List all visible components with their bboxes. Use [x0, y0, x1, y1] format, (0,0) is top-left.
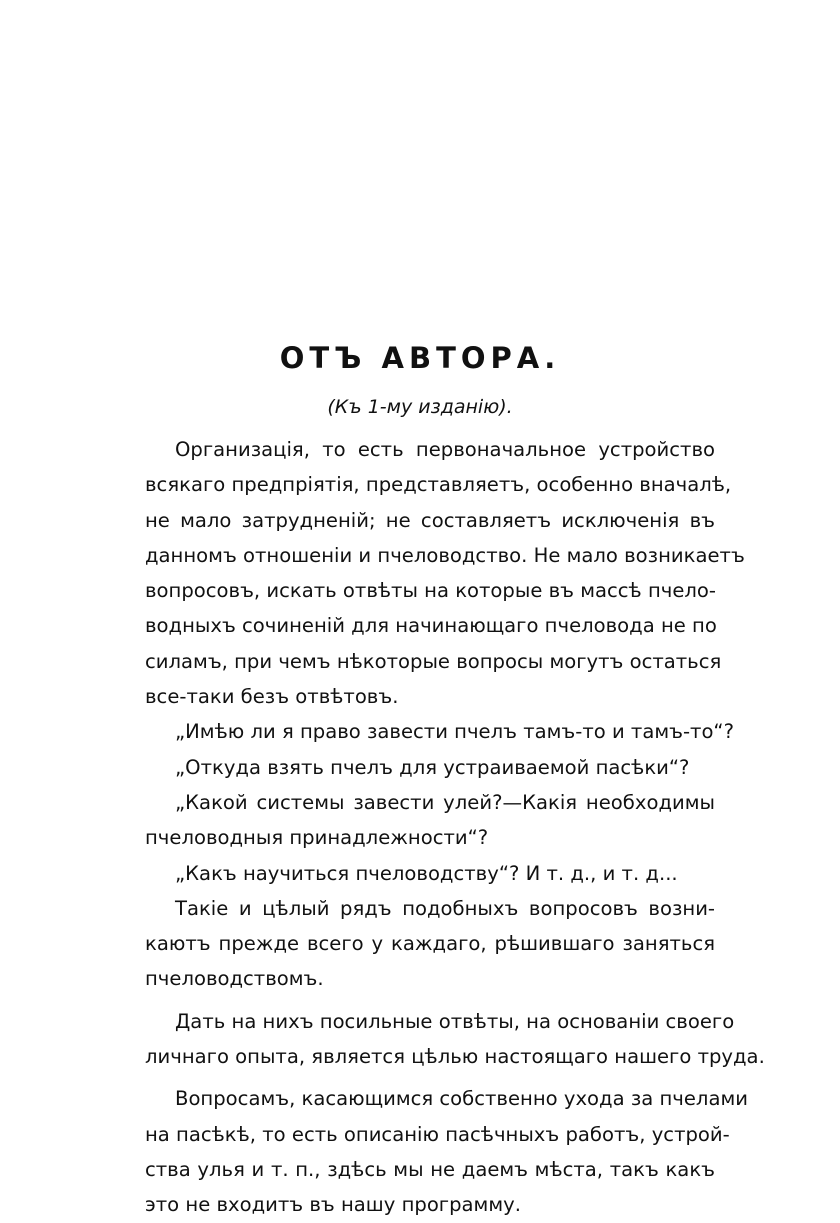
text-line: „Имѣю ли я право завести пчелъ тамъ-то и тамъ-то“? — [175, 720, 734, 744]
page-title: ОТЪ АВТОРА. — [279, 341, 561, 375]
text-line: „Какой системы завести улей?—Какія необходимы — [175, 790, 715, 814]
text-line: не мало затрудненій; не составляетъ исключенія въ — [145, 508, 715, 532]
text-line: ства улья и т. п., здѣсь мы не даемъ мѣста, такъ какъ — [145, 1157, 715, 1181]
text-line: Дать на нихъ посильные отвѣты, на основаніи своего — [175, 1009, 735, 1033]
paragraph-question-3 — [145, 785, 715, 856]
text-line: личнаго опыта, является цѣлью настоящаго нашего труда. — [145, 1045, 765, 1069]
paragraph-purpose — [145, 1004, 765, 1075]
text-line: „Откуда взять пчелъ для устраиваемой пасѣки“? — [175, 755, 690, 779]
text-line: силамъ, при чемъ нѣкоторые вопросы могутъ остаться — [145, 649, 722, 673]
text-line: каютъ прежде всего у каждаго, рѣшившаго заняться — [145, 932, 715, 956]
paragraph-question-4 — [145, 856, 715, 891]
text-line: „Какъ научиться пчеловодству“? И т. д., и т. д... — [175, 861, 678, 885]
text-line: это не входитъ въ нашу программу. — [145, 1193, 521, 1217]
paragraph-questions-summary — [145, 891, 715, 997]
text-line: вопросовъ, искать отвѣты на которые въ массѣ пчело- — [145, 579, 716, 603]
text-line: водныхъ сочиненій для начинающаго пчеловода не по — [145, 614, 717, 638]
text-line: Вопросамъ, касающимся собственно ухода за пчелами — [175, 1087, 748, 1111]
text-line: все-таки безъ отвѣтовъ. — [145, 685, 399, 709]
text-line: Организація, то есть первоначальное устройство — [175, 438, 715, 461]
text-line: на пасѣкѣ, то есть описанію пасѣчныхъ работъ, устрой- — [145, 1122, 730, 1146]
text-line: Такіе и цѣлый рядъ подобныхъ вопросовъ возни- — [175, 896, 715, 920]
text-line: пчеловодствомъ. — [145, 967, 324, 991]
text-line: всякаго предпріятія, представляетъ, особенно вначалѣ, — [145, 473, 732, 497]
page-subtitle: (Къ 1-му изданію). — [327, 396, 513, 418]
body-text — [145, 432, 765, 1223]
paragraph-scope — [145, 1081, 748, 1222]
paragraph-intro — [145, 432, 745, 714]
text-line: данномъ отношеніи и пчеловодство. Не мало возникаетъ — [145, 543, 745, 567]
text-line: пчеловодныя принадлежности“? — [145, 826, 489, 850]
paragraph-question-2 — [145, 750, 715, 785]
paragraph-question-1 — [145, 714, 734, 749]
